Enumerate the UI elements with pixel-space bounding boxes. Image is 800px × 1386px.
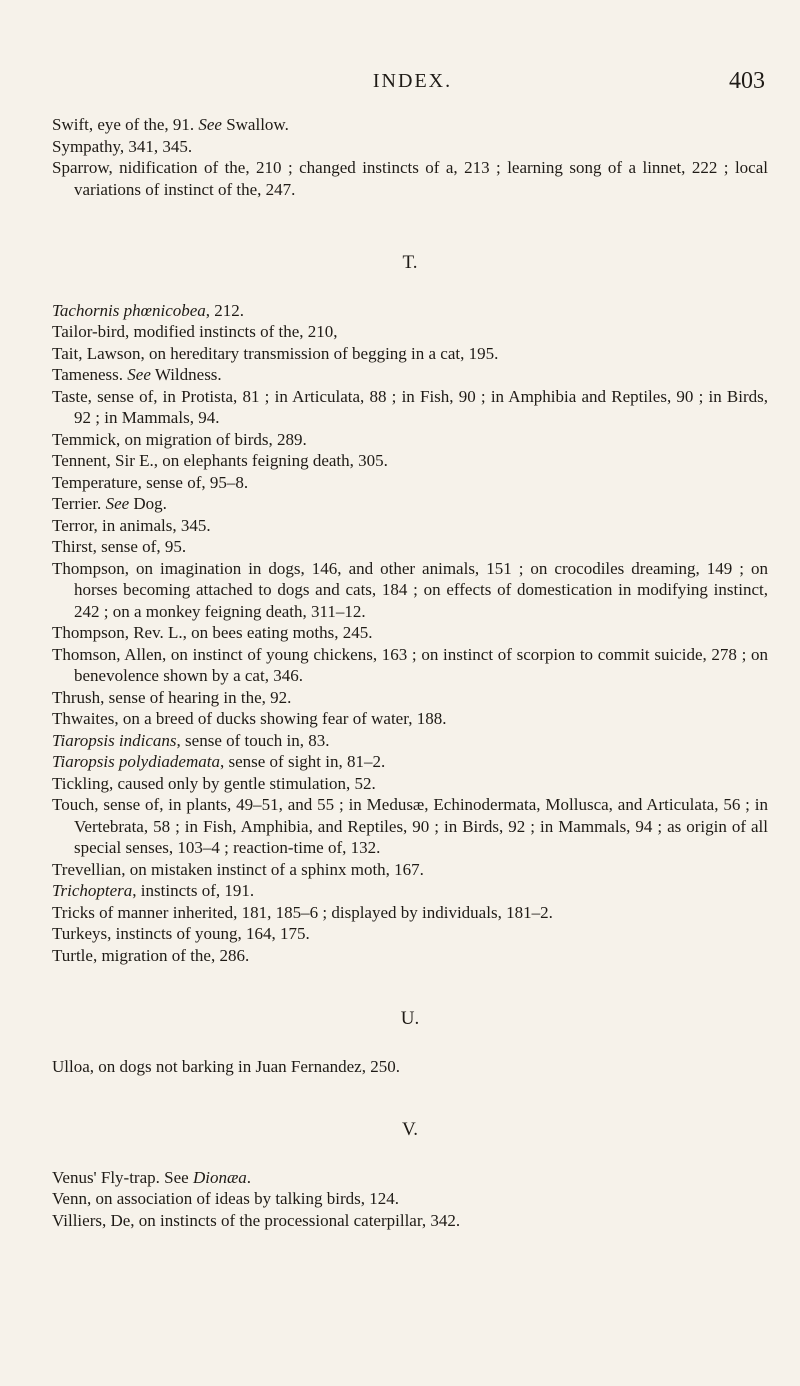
page-number: 403 [729, 68, 765, 94]
section-letter: T. [402, 252, 418, 273]
index-entry: Trevellian, on mistaken instinct of a sphinx moth, 167. [52, 859, 424, 879]
section-letter: U. [400, 1008, 420, 1029]
index-entry: Thomson, Allen, on instinct of young chickens, 163 ; on instinct of scorpion to commit suicide, 278 ; on benevolence shown by a cat, 346. [52, 644, 768, 685]
running-header [60, 70, 765, 106]
index-content [52, 114, 768, 1231]
index-entry: Tiaropsis polydiademata, sense of sight in, 81–2. [52, 752, 386, 771]
index-entry: Thompson, on imagination in dogs, 146, and other animals, 151 ; on crocodiles dreaming, 149 ; on horses becoming attached to dogs and cats, 184 ; on effects of domestication in modifying instinct, 242 ; on a monkey feigning death, 311–12. [52, 558, 768, 621]
index-entry: Turtle, migration of the, 286. [52, 945, 250, 965]
index-entry: Tricks of manner inherited, 181, 185–6 ; displayed by individuals, 181–2. [52, 902, 553, 922]
index-entry: Tait, Lawson, on hereditary transmission of begging in a cat, 195. [52, 343, 499, 363]
index-entry: Temmick, on migration of birds, 289. [52, 429, 307, 449]
index-entry: Terrier. See Dog. [52, 494, 167, 513]
index-entry: Tailor-bird, modified instincts of the, 210, [52, 322, 338, 341]
index-entry: Thwaites, on a breed of ducks showing fear of water, 188. [52, 709, 447, 728]
index-entry: Sympathy, 341, 345. [52, 136, 193, 156]
index-entry: Swift, eye of the, 91. See Swallow. [52, 115, 289, 134]
index-entry: Taste, sense of, in Protista, 81 ; in Articulata, 88 ; in Fish, 90 ; in Amphibia and Reptiles, 90 ; in Birds, 92 ; in Mammals, 94. [52, 386, 768, 427]
index-entry: Venn, on association of ideas by talking birds, 124. [52, 1189, 400, 1208]
index-entry: Venus' Fly-trap. See Dionæa. [52, 1167, 252, 1187]
index-entry: Ulloa, on dogs not barking in Juan Fernandez, 250. [52, 1056, 400, 1076]
index-entry: Tachornis phœnicobea, 212. [52, 300, 245, 320]
index-entry: Tickling, caused only by gentle stimulation, 52. [52, 773, 376, 793]
index-entry: Thirst, sense of, 95. [52, 537, 187, 556]
index-entry: Thrush, sense of hearing in the, 92. [52, 687, 292, 707]
index-entry: Touch, sense of, in plants, 49–51, and 55 ; in Medusæ, Echinodermata, Mollusca, and Articulata, 56 ; in Vertebrata, 58 ; in Fish, Amphibia, and Reptiles, 90 ; in Birds, 92 ; in Mammals, 94 ; as origin of all special senses, 103–4 ; reaction-time of, 132. [52, 795, 768, 857]
index-entry: Terror, in animals, 345. [52, 515, 211, 535]
index-entry: Temperature, sense of, 95–8. [52, 472, 249, 492]
page-title: INDEX. [372, 70, 453, 92]
section-letter: V. [401, 1119, 419, 1140]
index-entry: Sparrow, nidification of the, 210 ; changed instincts of a, 213 ; learning song of a linnet, 222 ; local variations of instinct of the, 247. [52, 158, 768, 199]
index-entry: Tennent, Sir E., on elephants feigning death, 305. [52, 451, 388, 470]
index-entry: Thompson, Rev. L., on bees eating moths, 245. [52, 623, 373, 642]
index-entry: Trichoptera, instincts of, 191. [52, 881, 255, 900]
index-entry: Turkeys, instincts of young, 164, 175. [52, 924, 310, 943]
index-entry: Tameness. See Wildness. [52, 365, 222, 384]
index-entry: Villiers, De, on instincts of the processional caterpillar, 342. [52, 1210, 461, 1230]
index-entry: Tiaropsis indicans, sense of touch in, 83. [52, 730, 330, 750]
